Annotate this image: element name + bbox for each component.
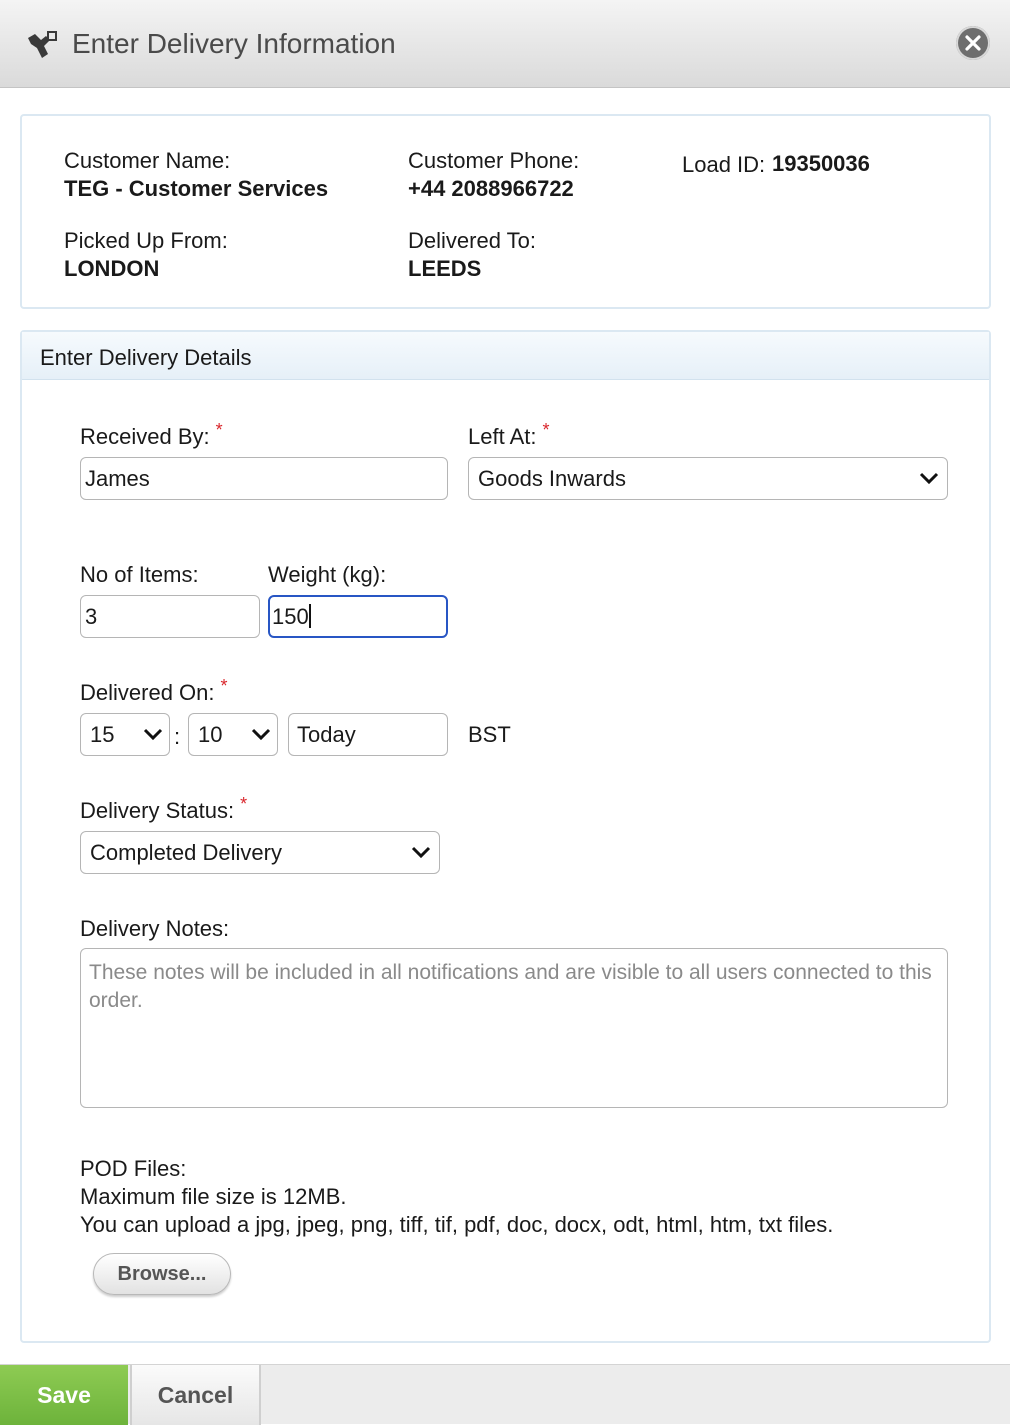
delivered-on-label-text: Delivered On: bbox=[80, 680, 215, 705]
received-by-label-text: Received By: bbox=[80, 424, 210, 449]
items-value: 3 bbox=[85, 604, 98, 629]
required-marker: * bbox=[215, 420, 223, 440]
left-at-label bbox=[468, 420, 550, 450]
chevron-down-icon bbox=[251, 727, 271, 741]
status-label-text: Delivery Status: bbox=[80, 798, 235, 823]
delivery-hand-icon bbox=[26, 28, 60, 62]
hour-select[interactable] bbox=[80, 713, 170, 756]
text-caret bbox=[309, 604, 311, 628]
items-input[interactable] bbox=[80, 595, 260, 638]
received-by-label bbox=[80, 420, 223, 450]
customer-name-label: Customer Name: bbox=[64, 148, 231, 173]
picked-up-label: Picked Up From: bbox=[64, 228, 228, 253]
dialog-title: Enter Delivery Information bbox=[72, 28, 396, 59]
delivered-to-label: Delivered To: bbox=[408, 228, 536, 253]
save-button[interactable]: Save bbox=[0, 1365, 128, 1425]
customer-name-value: TEG - Customer Services bbox=[64, 176, 329, 201]
required-marker: * bbox=[220, 676, 228, 696]
notes-placeholder: These notes will be included in all notifications and are visible to all users connected to this order. bbox=[89, 961, 932, 1012]
left-at-value: Goods Inwards bbox=[478, 466, 626, 491]
chevron-down-icon bbox=[411, 845, 431, 859]
delivered-on-label bbox=[80, 676, 228, 706]
cancel-button[interactable]: Cancel bbox=[130, 1365, 261, 1425]
details-header-title: Enter Delivery Details bbox=[40, 345, 252, 370]
delivery-status-value: Completed Delivery bbox=[90, 840, 282, 865]
customer-phone-value: +44 2088966722 bbox=[408, 176, 574, 201]
weight-input[interactable] bbox=[268, 595, 448, 638]
delivered-to-value: LEEDS bbox=[408, 256, 482, 281]
notes-label: Delivery Notes: bbox=[80, 916, 230, 941]
received-by-value: James bbox=[85, 466, 150, 491]
date-input[interactable] bbox=[288, 713, 448, 756]
items-label: No of Items: bbox=[80, 562, 199, 587]
pod-max-size-text: Maximum file size is 12MB. bbox=[80, 1184, 347, 1209]
required-marker: * bbox=[240, 794, 248, 814]
left-at-label-text: Left At: bbox=[468, 424, 537, 449]
picked-up-value: LONDON bbox=[64, 256, 160, 281]
left-at-select[interactable] bbox=[468, 457, 948, 500]
load-info-panel bbox=[20, 114, 991, 309]
load-id-label: Load ID: bbox=[682, 152, 766, 177]
timezone-label: BST bbox=[468, 722, 511, 747]
hour-value: 15 bbox=[90, 722, 115, 747]
weight-label: Weight (kg): bbox=[268, 562, 387, 587]
received-by-input[interactable] bbox=[80, 457, 448, 500]
details-header bbox=[22, 332, 989, 380]
weight-value: 150 bbox=[272, 604, 309, 629]
close-icon bbox=[965, 35, 981, 51]
load-id-value: 19350036 bbox=[772, 151, 870, 176]
close-button[interactable] bbox=[956, 26, 990, 60]
customer-phone-label: Customer Phone: bbox=[408, 148, 580, 173]
pod-files-label: POD Files: bbox=[80, 1156, 187, 1181]
delivery-notes-textarea[interactable] bbox=[80, 948, 948, 1108]
delivery-status-select[interactable] bbox=[80, 831, 440, 874]
pod-file-types-text: You can upload a jpg, jpeg, png, tiff, tif, pdf, doc, docx, odt, html, htm, txt files. bbox=[80, 1212, 834, 1237]
browse-button[interactable]: Browse... bbox=[93, 1253, 231, 1295]
minute-value: 10 bbox=[198, 722, 223, 747]
chevron-down-icon bbox=[143, 727, 163, 741]
status-label bbox=[80, 794, 248, 824]
minute-select[interactable] bbox=[188, 713, 278, 756]
date-value: Today bbox=[297, 722, 356, 747]
chevron-down-icon bbox=[919, 471, 939, 485]
required-marker: * bbox=[542, 420, 550, 440]
time-separator: : bbox=[174, 724, 181, 749]
dialog-footer bbox=[0, 1364, 1010, 1424]
dialog-titlebar bbox=[0, 0, 1010, 88]
